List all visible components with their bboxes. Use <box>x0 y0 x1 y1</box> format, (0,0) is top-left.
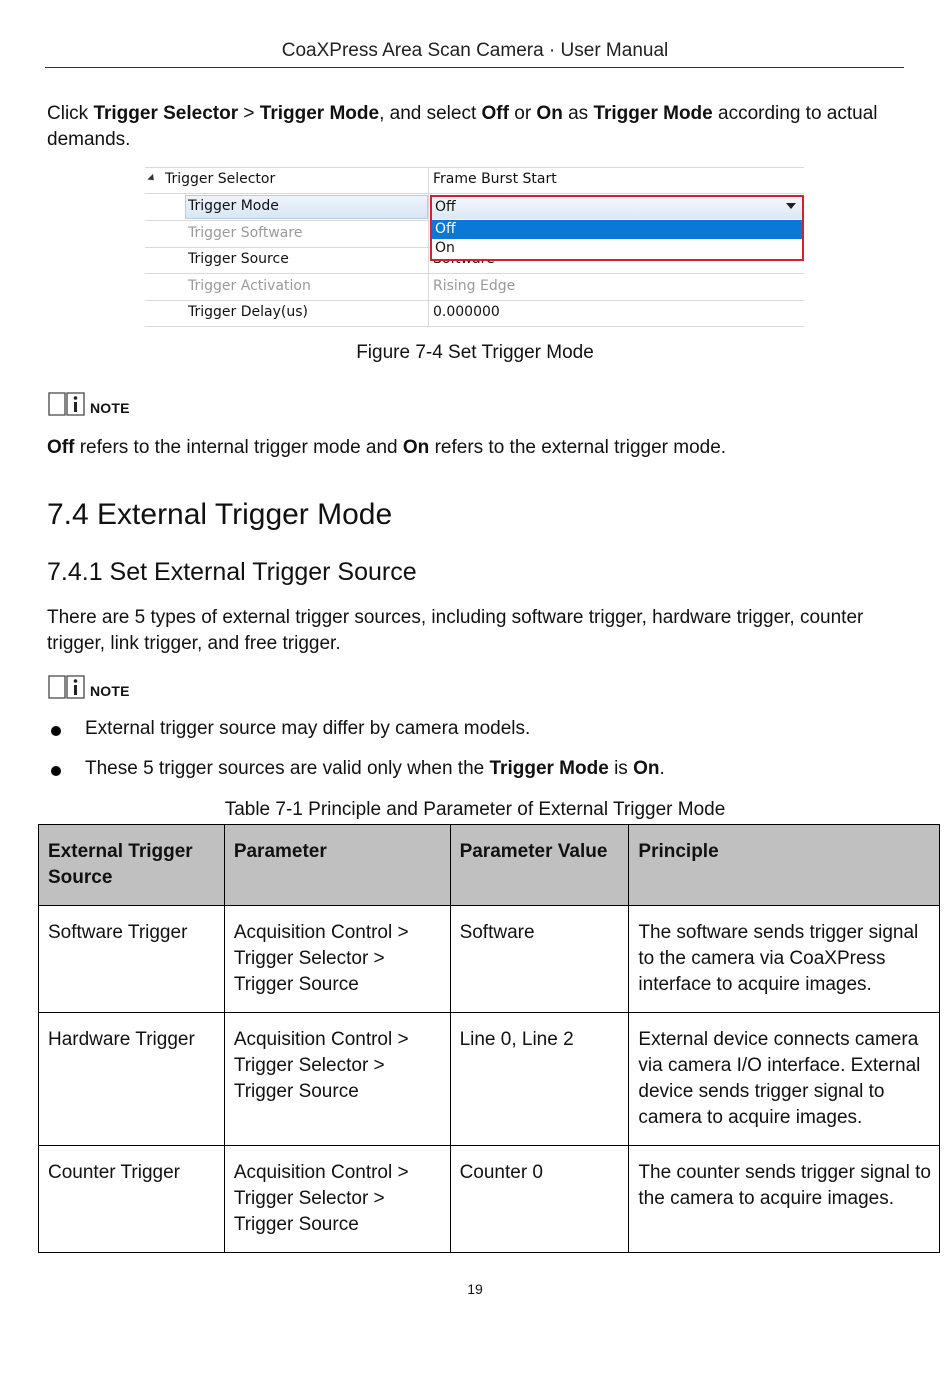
table-header-row <box>39 825 940 906</box>
grid-row-value: Frame Burst Start <box>433 171 557 187</box>
table-cell: Acquisition Control > Trigger Selector > Trigger Source <box>224 1013 450 1146</box>
grid-row-name: Trigger Delay(us) <box>188 304 308 320</box>
note-book-icon <box>47 390 87 418</box>
dropdown-option-label: On <box>435 240 455 256</box>
bullet-text <box>85 758 665 780</box>
intro-text: > <box>238 103 260 124</box>
table-cell: Software <box>450 906 629 1013</box>
note-label: NOTE <box>90 400 130 416</box>
grid-row-value: 0.000000 <box>433 304 500 320</box>
table-cell: Acquisition Control > Trigger Selector > Trigger Source <box>224 1146 450 1253</box>
table-caption: Table 7-1 Principle and Parameter of External Trigger Mode <box>224 799 726 820</box>
intro-text: as <box>562 103 594 124</box>
intro-text: according to actual demands. <box>47 103 878 150</box>
subsection-heading: 7.4.1 Set External Trigger Source <box>47 558 417 586</box>
grid-column-divider <box>428 167 429 327</box>
note-book-icon <box>47 673 87 701</box>
bullet-plain: is <box>608 758 634 779</box>
bullet-plain: These 5 trigger sources are valid only when the <box>85 758 490 779</box>
bullet-text: External trigger source may differ by camera models. <box>85 718 531 739</box>
grid-row-trigger-activation[interactable] <box>145 274 804 301</box>
section-paragraph: There are 5 types of external trigger sources, including software trigger, hardware trigger, counter trigger, link trigger, and free trigger. <box>47 607 864 654</box>
table-cell: The counter sends trigger signal to the camera to acquire images. <box>629 1146 940 1253</box>
dropdown-field[interactable] <box>432 197 802 219</box>
section-heading: 7.4 External Trigger Mode <box>47 498 393 531</box>
table-row <box>39 1146 940 1253</box>
table-cell: Hardware Trigger <box>39 1013 225 1146</box>
dropdown-selected-value: Off <box>435 199 456 215</box>
dropdown-option-off[interactable] <box>432 220 802 239</box>
grid-row-name: Trigger Mode <box>188 198 279 214</box>
grid-row-trigger-delay[interactable] <box>145 300 804 327</box>
note-text <box>47 435 907 461</box>
expand-triangle-icon[interactable] <box>147 174 156 183</box>
page-number: 19 <box>467 1281 483 1297</box>
intro-bold: On <box>536 103 563 124</box>
grid-row-value: Rising Edge <box>433 278 516 294</box>
intro-bold: Trigger Mode <box>593 103 713 124</box>
table-cell: The software sends trigger signal to the camera via CoaXPress interface to acquire images. <box>629 906 940 1013</box>
table-header-cell: Principle <box>629 825 940 906</box>
dropdown-option-label: Off <box>435 221 456 237</box>
intro-text: , and select <box>379 103 482 124</box>
note-plain: refers to the external trigger mode. <box>429 437 727 458</box>
table-cell: Counter Trigger <box>39 1146 225 1253</box>
bullet-bold: Trigger Mode <box>489 758 609 779</box>
intro-bold: Off <box>481 103 509 124</box>
figure-caption: Figure 7-4 Set Trigger Mode <box>356 342 594 363</box>
dropdown-arrow-icon[interactable] <box>786 203 796 209</box>
table-header-cell: Parameter Value <box>450 825 629 906</box>
note-bold: Off <box>47 437 75 458</box>
table-cell: Line 0, Line 2 <box>450 1013 629 1146</box>
grid-row-name: Trigger Software <box>188 225 303 241</box>
grid-row-name: Trigger Selector <box>165 171 276 187</box>
trigger-mode-dropdown[interactable] <box>430 195 804 261</box>
bullet-bold: On <box>633 758 660 779</box>
intro-text: or <box>508 103 537 124</box>
trigger-table <box>38 824 940 1253</box>
bullet-icon <box>51 766 61 776</box>
table-row <box>39 906 940 1013</box>
intro-text: Click <box>47 103 94 124</box>
bullet-plain: . <box>659 758 665 779</box>
table-cell: Software Trigger <box>39 906 225 1013</box>
running-header: CoaXPress Area Scan Camera · User Manual <box>281 40 669 61</box>
figure-property-grid <box>145 167 804 327</box>
note-label: NOTE <box>90 683 130 699</box>
bullet-icon <box>51 726 61 736</box>
table-cell: Acquisition Control > Trigger Selector > Trigger Source <box>224 906 450 1013</box>
dropdown-option-on[interactable] <box>432 239 802 259</box>
table-cell: Counter 0 <box>450 1146 629 1253</box>
table-cell: External device connects camera via camera I/O interface. External device sends trigger signal to camera to acquire images. <box>629 1013 940 1146</box>
grid-row-name: Trigger Activation <box>188 278 311 294</box>
table-row <box>39 1013 940 1146</box>
intro-bold: Trigger Mode <box>259 103 380 124</box>
intro-paragraph <box>47 101 907 153</box>
note-bold: On <box>402 437 430 458</box>
table-header-cell: Parameter <box>224 825 450 906</box>
table-header-cell: External Trigger Source <box>39 825 225 906</box>
header-rule <box>45 67 904 68</box>
note-plain: refers to the internal trigger mode and <box>74 437 403 458</box>
grid-row-trigger-selector[interactable] <box>145 167 804 194</box>
intro-bold: Trigger Selector <box>93 103 239 124</box>
grid-row-name: Trigger Source <box>188 251 289 267</box>
